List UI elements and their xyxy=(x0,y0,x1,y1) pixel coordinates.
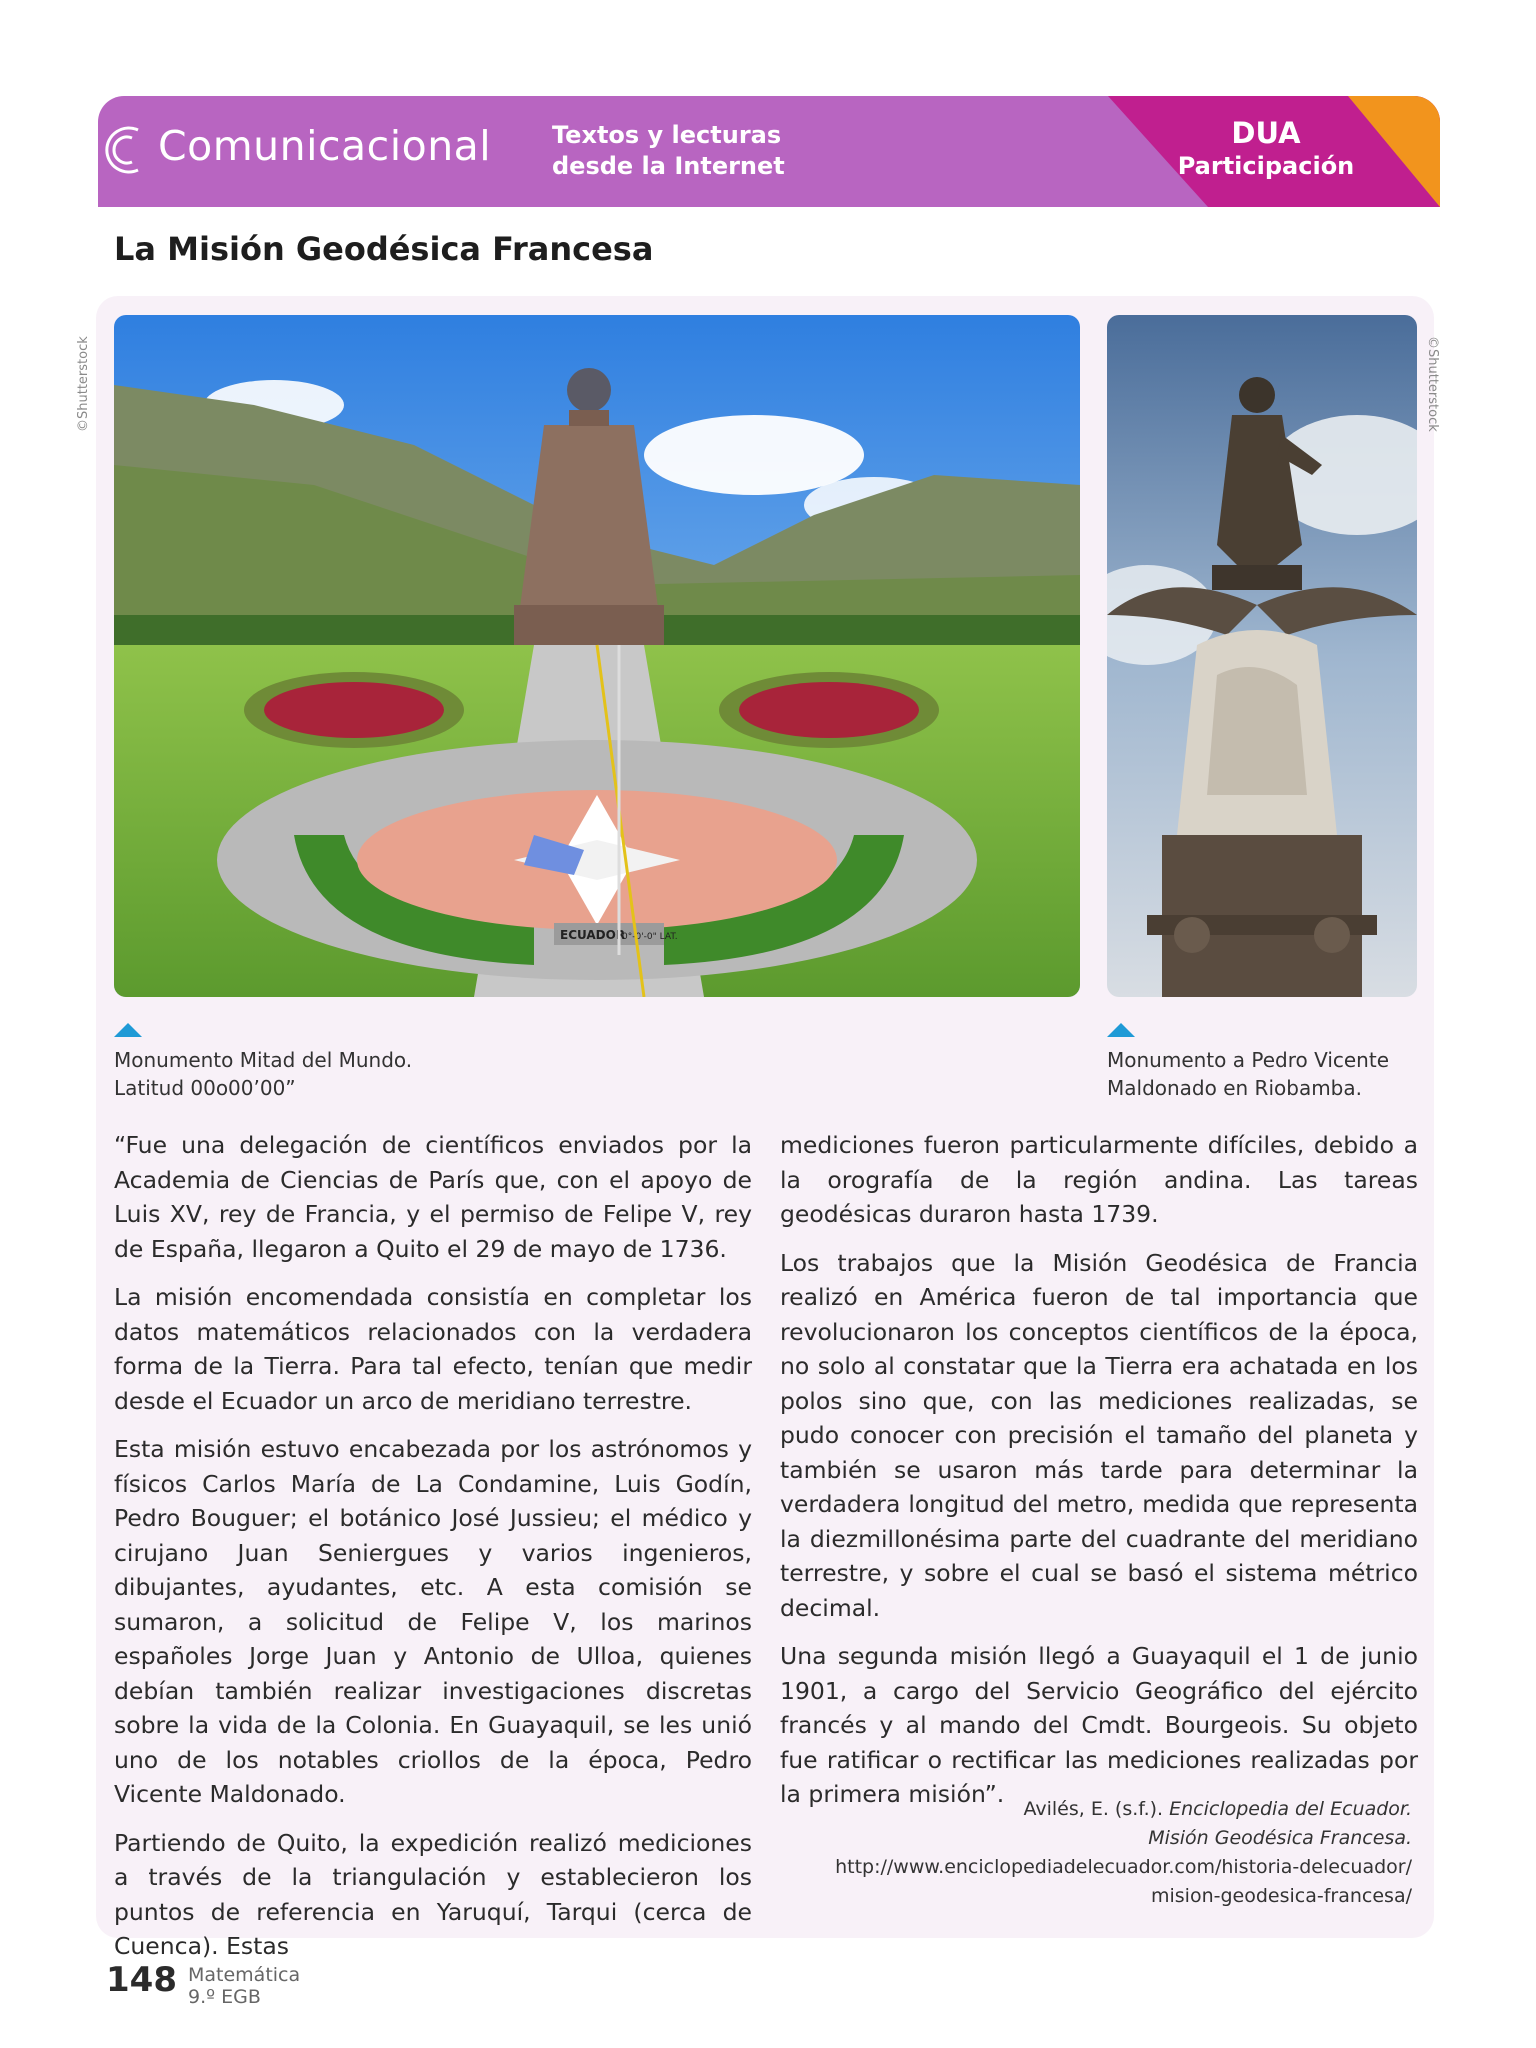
paragraph-1: “Fue una delegación de científicos enviados por la Academia de Ciencias de París que, con el apoyo de Luis XV, rey de Francia, y el permiso de Felipe V, rey de España, llegaron a Quito el 29 de mayo de 1736. xyxy=(114,1131,752,1263)
dua-title: DUA xyxy=(1231,116,1301,150)
caption-left-line-2: Latitud 00o00’00” xyxy=(114,1076,296,1100)
section-title: Comunicacional xyxy=(158,122,492,170)
caption-maldonado xyxy=(1107,1046,1389,1102)
caption-marker-left xyxy=(114,1023,142,1037)
caption-marker-right xyxy=(1107,1023,1135,1037)
footer-subject-name: Matemática xyxy=(188,1964,301,1986)
equator-sign-text: ECUADOR xyxy=(560,928,626,942)
photo-credit-left: ©Shutterstock xyxy=(76,336,91,432)
section-subtitle xyxy=(552,120,812,182)
paragraph-2: La misión encomendada consistía en completar los datos matemáticos relacionados con la verdadera forma de la Tierra. Para tal efecto, tenían que medir desde el Ecuador un arco de meridiano terrestre. xyxy=(114,1283,752,1415)
body-column-left xyxy=(114,1128,752,1978)
comunicacional-c-icon xyxy=(98,120,142,180)
caption-right-line-2: Maldonado en Riobamba. xyxy=(1107,1076,1362,1100)
subtitle-line-1: Textos y lecturas xyxy=(552,121,782,149)
subtitle-line-2: desde la Internet xyxy=(552,152,785,180)
equator-sign-lat: 0°-0'-0" LAT. xyxy=(622,932,678,942)
paragraph-6: Los trabajos que la Misión Geodésica de Francia realizó en América fueron de tal importancia que revolucionaron los conceptos científicos de la época, no solo al constatar que la Tierra era achatada en los polos sino que, con las mediciones realizadas, se pudo conocer con precisión el tamaño del planeta y también se usaron más tarde para determinar la verdadera longitud del metro, medida que representa la diezmillonésima parte del cuadrante del meridiano terrestre, y sobre el cual se basó el sistema métrico decimal. xyxy=(780,1248,1418,1622)
source-reference xyxy=(780,1795,1412,1911)
section-banner xyxy=(98,96,1440,207)
photo-credit-right: ©Shutterstock xyxy=(1425,336,1440,432)
footer-subject xyxy=(188,1964,300,2008)
paragraph-4: Partiendo de Quito, la expedición realizó mediciones a través de la triangulación y establecieron los puntos de referencia en Yaruquí, Tarqui (cerca de Cuenca). Estas xyxy=(114,1828,752,1960)
reference-url-line-2[interactable]: mision-geodesica-francesa/ xyxy=(1151,1885,1412,1907)
page-number: 148 xyxy=(106,1960,177,2000)
caption-right-line-1: Monumento a Pedro Vicente xyxy=(1107,1048,1390,1072)
dua-subtitle: Participación xyxy=(1177,152,1355,180)
reference-article: Misión Geodésica Francesa. xyxy=(1148,1827,1412,1849)
reference-url-line-1[interactable]: http://www.enciclopediadelecuador.com/historia-delecuador/ xyxy=(835,1856,1412,1878)
reference-work: Enciclopedia del Ecuador. xyxy=(1169,1798,1412,1820)
paragraph-3: Esta misión estuvo encabezada por los astrónomos y físicos Carlos María de La Condamine, Luis Godín, Pedro Bouguer; el botánico José Jussieu; el médico y cirujano Juan Seniergues y varios ingenieros, dibujantes, ayudantes, etc. A esta comisión se sumaron, a solicitud de Felipe V, los marinos españoles Jorge Juan y Antonio de Ulloa, quienes debían también realizar investigaciones discretas sobre la vida de la Colonia. En Guayaquil, se les unió uno de los notables criollos de la época, Pedro Vicente Maldonado. xyxy=(114,1435,752,1808)
photo-mitad-del-mundo xyxy=(114,315,1080,997)
paragraph-5: mediciones fueron particularmente difíciles, debido a la orografía de la región andina. Las tareas geodésicas duraron hasta 1739. xyxy=(780,1131,1418,1228)
page-title: La Misión Geodésica Francesa xyxy=(114,230,654,268)
caption-mitad-del-mundo xyxy=(114,1046,412,1102)
photo-maldonado-monument xyxy=(1107,315,1417,997)
caption-left-line-1: Monumento Mitad del Mundo. xyxy=(114,1048,413,1072)
reference-author: Avilés, E. (s.f.). xyxy=(1023,1798,1164,1820)
footer-grade: 9.º EGB xyxy=(188,1986,261,2008)
reference-line-1 xyxy=(780,1795,1412,1824)
paragraph-7: Una segunda misión llegó a Guayaquil el 1 de junio 1901, a cargo del Servicio Geográfico del ejército francés y al mando del Cmdt. Bourgeois. Su objeto fue ratificar o rectificar las mediciones realizadas por la primera misión”. xyxy=(780,1642,1418,1808)
dua-label xyxy=(1166,116,1366,182)
body-column-right xyxy=(780,1128,1418,1826)
